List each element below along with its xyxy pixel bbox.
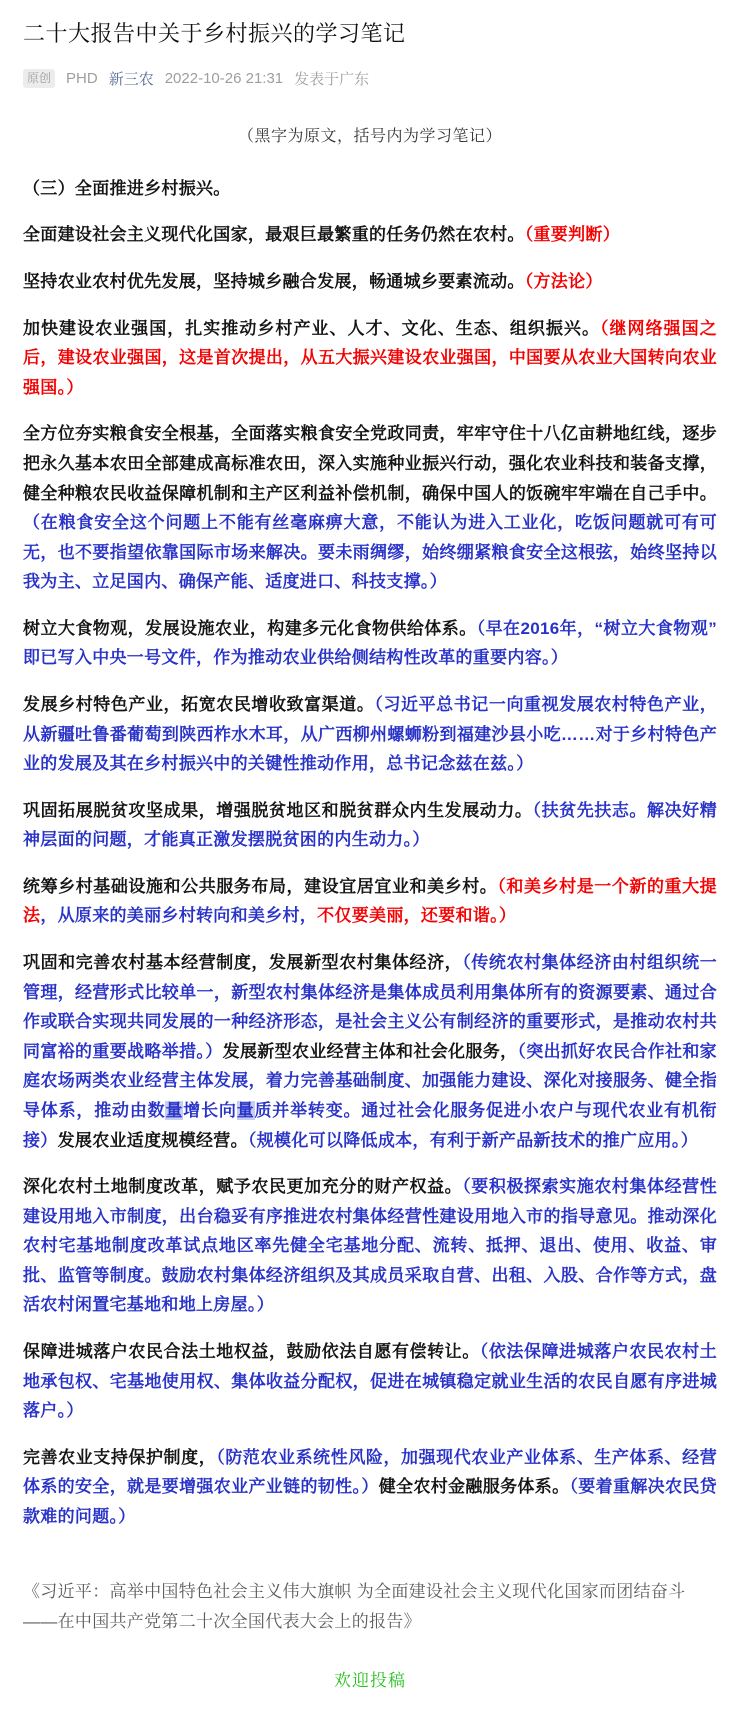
text-segment: 发展乡村特色产业，拓宽农民增收致富渠道。	[23, 694, 375, 714]
paragraph	[23, 174, 717, 204]
paragraph	[23, 690, 717, 779]
text-segment: （三）全面推进乡村振兴。	[23, 178, 231, 198]
article-title: 二十大报告中关于乡村振兴的学习笔记	[23, 21, 406, 46]
text-segment: （要着重解决农民贷款难的问题。）	[23, 1477, 717, 1526]
report-citation: 《习近平：高举中国特色社会主义伟大旗帜 为全面建设社会主义现代化国家而团结奋斗——在中国共产党第二十次全国代表大会上的报告》	[23, 1582, 686, 1631]
text-segment: 发展农业适度规模经营。	[57, 1130, 248, 1150]
article-meta	[23, 68, 717, 89]
text-segment: 巩固拓展脱贫攻坚成果，增强脱贫地区和脱贫群众内生发展动力。	[23, 800, 533, 820]
text-segment: 树立大食物观，发展设施农业，构建多元化食物供给体系。	[23, 618, 477, 638]
paragraph	[23, 419, 717, 596]
text-segment: （防范农业系统性风险，加强现代农业产业体系、生产体系、经营体系的安全，就是要增强农业产业链的韧性。）	[23, 1447, 717, 1497]
text-segment: ，从原来的美丽乡村转向和美乡村，	[40, 906, 318, 926]
text-segment: 保障进城落户农民合法土地权益，鼓励依法自愿有偿转让。	[23, 1341, 480, 1361]
text-segment: 深化农村土地制度改革，赋予农民更加充分的财产权益。	[23, 1177, 463, 1197]
text-segment: 增长向	[183, 1100, 237, 1120]
text-segment: （在粮食安全这个问题上不能有丝毫麻痹大意，不能认为进入工业化，吃饭问题就可有可无，也不要指望依靠国际市场来解决。要未雨绸缪，始终绷紧粮食安全这根弦，始终坚持以我为主、立足国内、确保产能、适度进口、科技支撑。）	[23, 513, 717, 592]
text-segment: 不仅要美丽，还要和谐。）	[317, 906, 517, 926]
footer	[23, 1666, 717, 1691]
paragraph	[23, 872, 717, 931]
text-segment: 量	[165, 1100, 184, 1120]
author-name: PHD	[66, 69, 98, 87]
paragraph	[23, 267, 717, 297]
text-segment: 加快建设农业强国，扎实推动乡村产业、人才、文化、生态、组织振兴。	[23, 318, 600, 338]
paragraph	[23, 314, 717, 403]
paragraph	[23, 1443, 717, 1532]
text-segment: （扶贫先扶志。解决好精神层面的问题，才能真正激发摆脱贫困的内生动力。）	[23, 800, 717, 850]
text-segment: 质并举转变。通过社会化服务促进小农户与现代农业有机衔接）	[23, 1100, 717, 1150]
text-segment: （规模化可以降低成本，有利于新产品新技术的推广应用。）	[247, 1130, 699, 1150]
article-paragraphs	[23, 174, 717, 1532]
paragraph	[23, 796, 717, 855]
paragraph	[23, 614, 717, 673]
publish-location: 发表于广东	[294, 70, 370, 88]
text-segment: （和美乡村是一个新的重大提法	[23, 876, 717, 926]
text-segment: （方法论）	[524, 272, 603, 292]
text-segment: 量	[236, 1100, 255, 1120]
text-segment: 全方位夯实粮食安全根基，全面落实粮食安全党政同责，牢牢守住十八亿亩耕地红线，逐步把永久基本农田全部建成高标准农田，深入实施种业振兴行动，强化农业科技和装备支撑，健全种粮农民收益保障机制和主产区利益补偿机制，确保中国人的饭碗牢牢端在自己手中。	[23, 424, 717, 503]
text-segment: 坚持农业农村优先发展，坚持城乡融合发展，畅通城乡要素流动。	[23, 272, 525, 292]
legend-note: （黑字为原文，括号内为学习笔记）	[237, 127, 502, 145]
text-segment: （要积极探索实施农村集体经营性建设用地入市制度，出台稳妥有序推进农村集体经营性建设用地入市的指导意见。推动深化农村宅基地制度改革试点地区率先健全宅基地分配、流转、抵押、退出、使用、收益、审批、监管等制度。鼓励农村集体经济组织及其成员采取自营、出租、入股、合作等方式，盘活农村闲置宅基地和地上房屋。）	[23, 1177, 718, 1315]
publish-datetime: 2022-10-26 21:31	[164, 69, 284, 87]
paragraph	[23, 1337, 717, 1426]
submit-link[interactable]: 欢迎投稿	[334, 1670, 406, 1690]
original-badge: 原创	[23, 69, 55, 88]
text-segment: （依法保障进城落户农民农村土地承包权、宅基地使用权、集体收益分配权，促进在城镇稳定就业生活的农民自愿有序进城落户。）	[23, 1341, 717, 1421]
text-segment: 健全农村金融服务体系。	[378, 1477, 570, 1497]
text-segment: 发展新型农业经营主体和社会化服务，	[222, 1041, 518, 1061]
text-segment: （突出抓好农民合作社和家庭农场两类农业经营主体发展，着力完善基础制度、加强能力建设、深化对接服务、健全指导体系，推动由数	[23, 1041, 717, 1120]
text-segment: 完善农业支持保护制度，	[23, 1447, 217, 1467]
text-segment: （继网络强国之后，建设农业强国，这是首次提出，从五大振兴建设农业强国，中国要从农业大国转向农业强国。）	[23, 318, 717, 397]
text-segment: （传统农村集体经济由村组织统一管理，经营形式比较单一，新型农村集体经济是集体成员利用集体所有的资源要素、通过合作或联合实现共同发展的一种经济形态，是社会主义公有制经济的重要形式，是推动农村共同富裕的重要战略举措。）	[23, 953, 718, 1061]
text-segment: （习近平总书记一向重视发展农村特色产业，从新疆吐鲁番葡萄到陕西柞水木耳，从广西柳州螺蛳粉到福建沙县小吃……对于乡村特色产业的发展及其在乡村振兴中的关键性推动作用，总书记念兹在兹。）	[23, 694, 718, 774]
text-segment: （早在2016年，“树立大食物观”即已写入中央一号文件，作为推动农业供给侧结构性改革的重要内容。）	[23, 618, 717, 668]
text-segment: 统筹乡村基础设施和公共服务布局，建设宜居宜业和美乡村。	[23, 876, 498, 896]
paragraph	[23, 220, 717, 250]
text-segment: （重要判断）	[524, 225, 621, 245]
text-segment: 全面建设社会主义现代化国家，最艰巨最繁重的任务仍然在农村。	[23, 225, 525, 245]
text-segment: 巩固和完善农村基本经营制度，发展新型农村集体经济，	[23, 953, 463, 973]
paragraph	[23, 948, 717, 1155]
paragraph	[23, 1172, 717, 1320]
account-link[interactable]: 新三农	[108, 70, 154, 88]
